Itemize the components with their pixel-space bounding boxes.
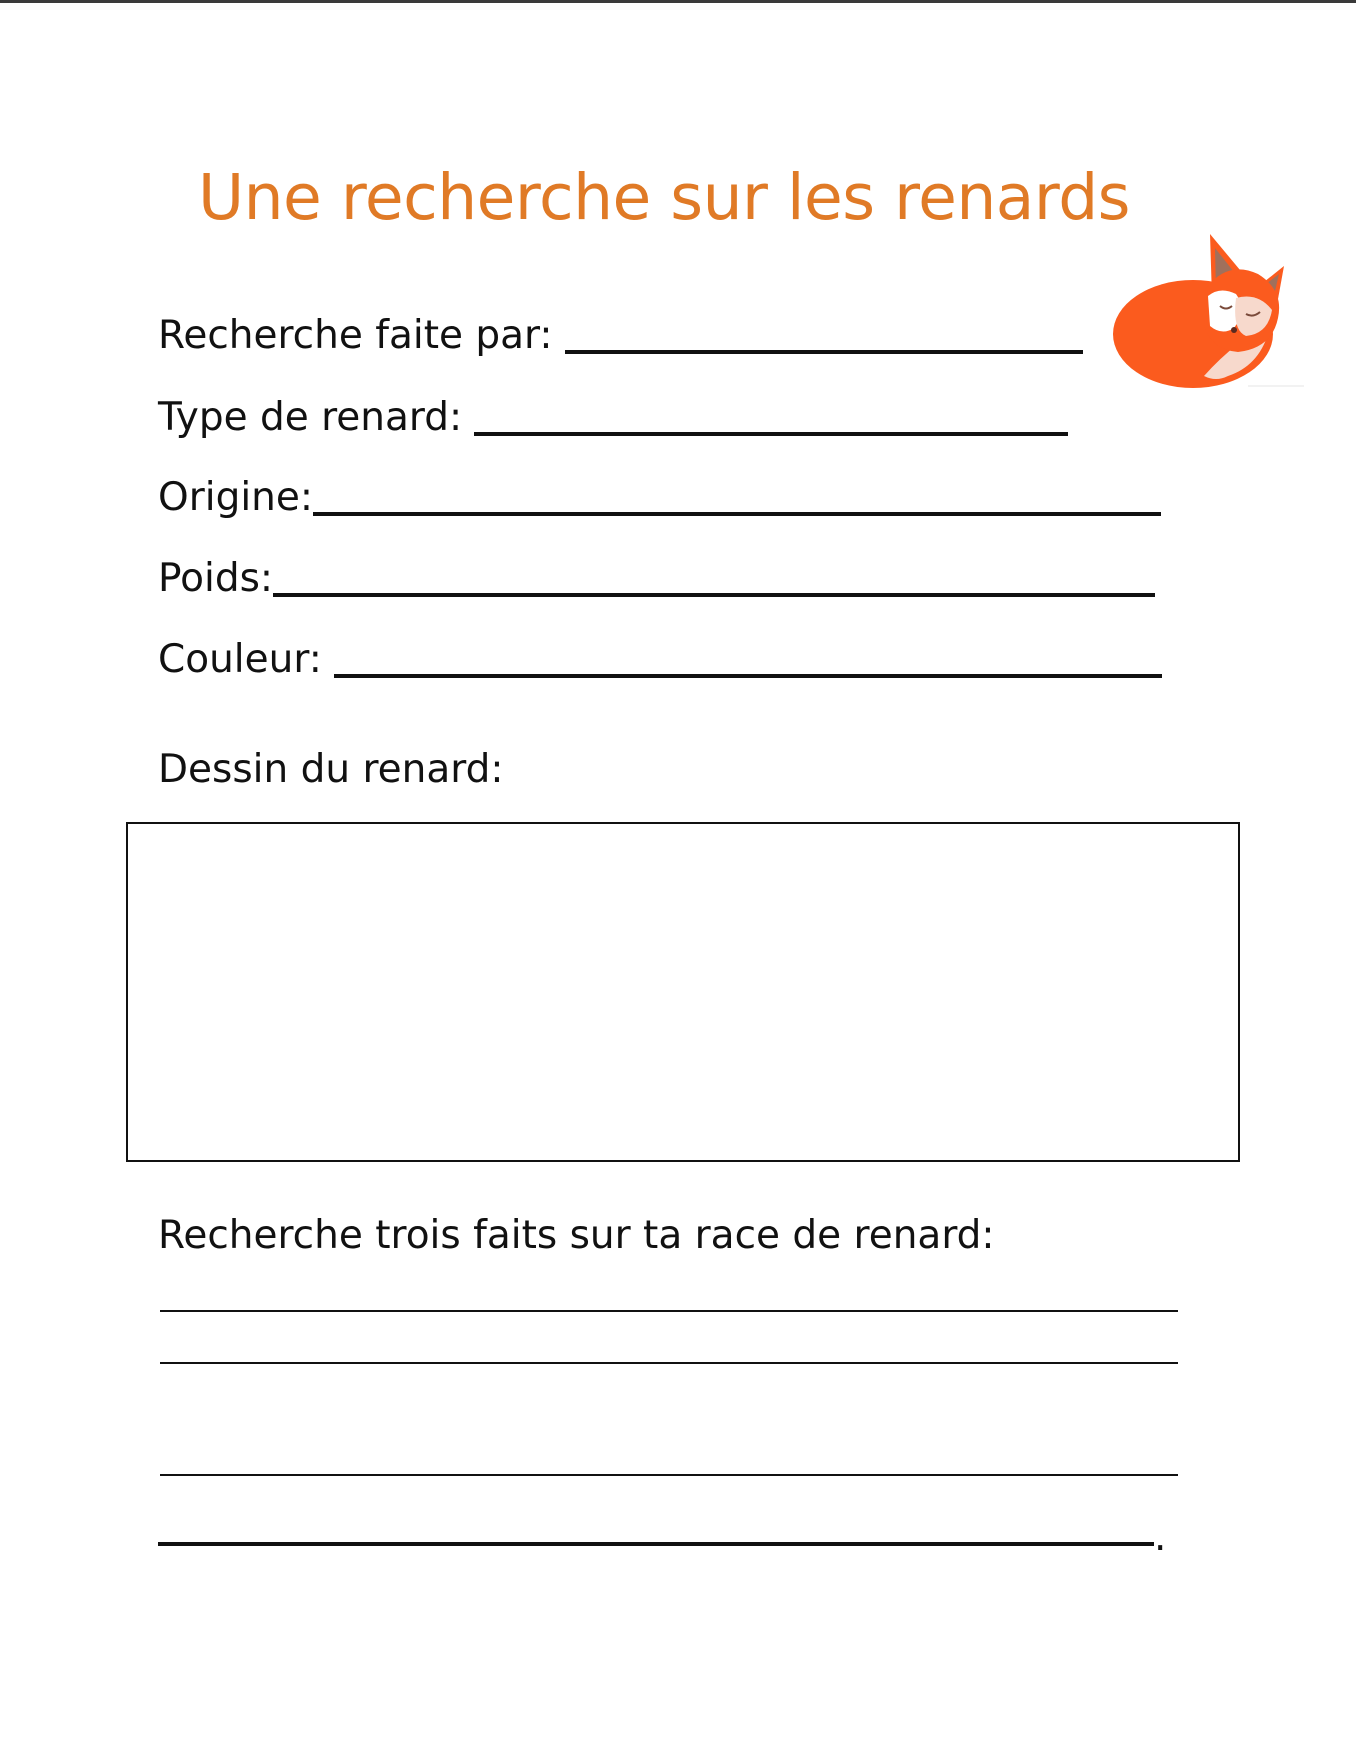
drawing-area[interactable] (126, 822, 1240, 1162)
field-label-weight: Poids: (158, 556, 274, 601)
field-label-fox-type: Type de renard: (158, 395, 463, 440)
origin-line[interactable] (313, 512, 1161, 516)
top-border (0, 0, 1356, 3)
color-line[interactable] (334, 674, 1162, 678)
field-label-color: Couleur: (158, 637, 322, 682)
drawing-label: Dessin du renard: (158, 747, 504, 792)
field-color (158, 637, 1162, 682)
facts-label: Recherche trois faits sur ta race de renard: (158, 1213, 995, 1258)
field-fox-type (158, 395, 1068, 440)
field-label-researcher: Recherche faite par: (158, 313, 553, 358)
field-researcher (158, 313, 1083, 358)
weight-line[interactable] (273, 593, 1155, 597)
final-period: . (1154, 1515, 1167, 1560)
field-label-origin: Origine: (158, 475, 314, 520)
sleeping-fox-icon (1108, 226, 1308, 396)
field-weight (158, 556, 1155, 601)
field-origin (158, 475, 1161, 520)
fact-line-2[interactable] (160, 1362, 1178, 1364)
fact-line-3[interactable] (160, 1474, 1178, 1476)
fox-type-line[interactable] (474, 432, 1068, 436)
fact-line-4[interactable] (158, 1542, 1154, 1546)
page-title: Une recherche sur les renards (198, 161, 1131, 234)
researcher-line[interactable] (565, 350, 1083, 354)
fact-line-1[interactable] (160, 1310, 1178, 1312)
